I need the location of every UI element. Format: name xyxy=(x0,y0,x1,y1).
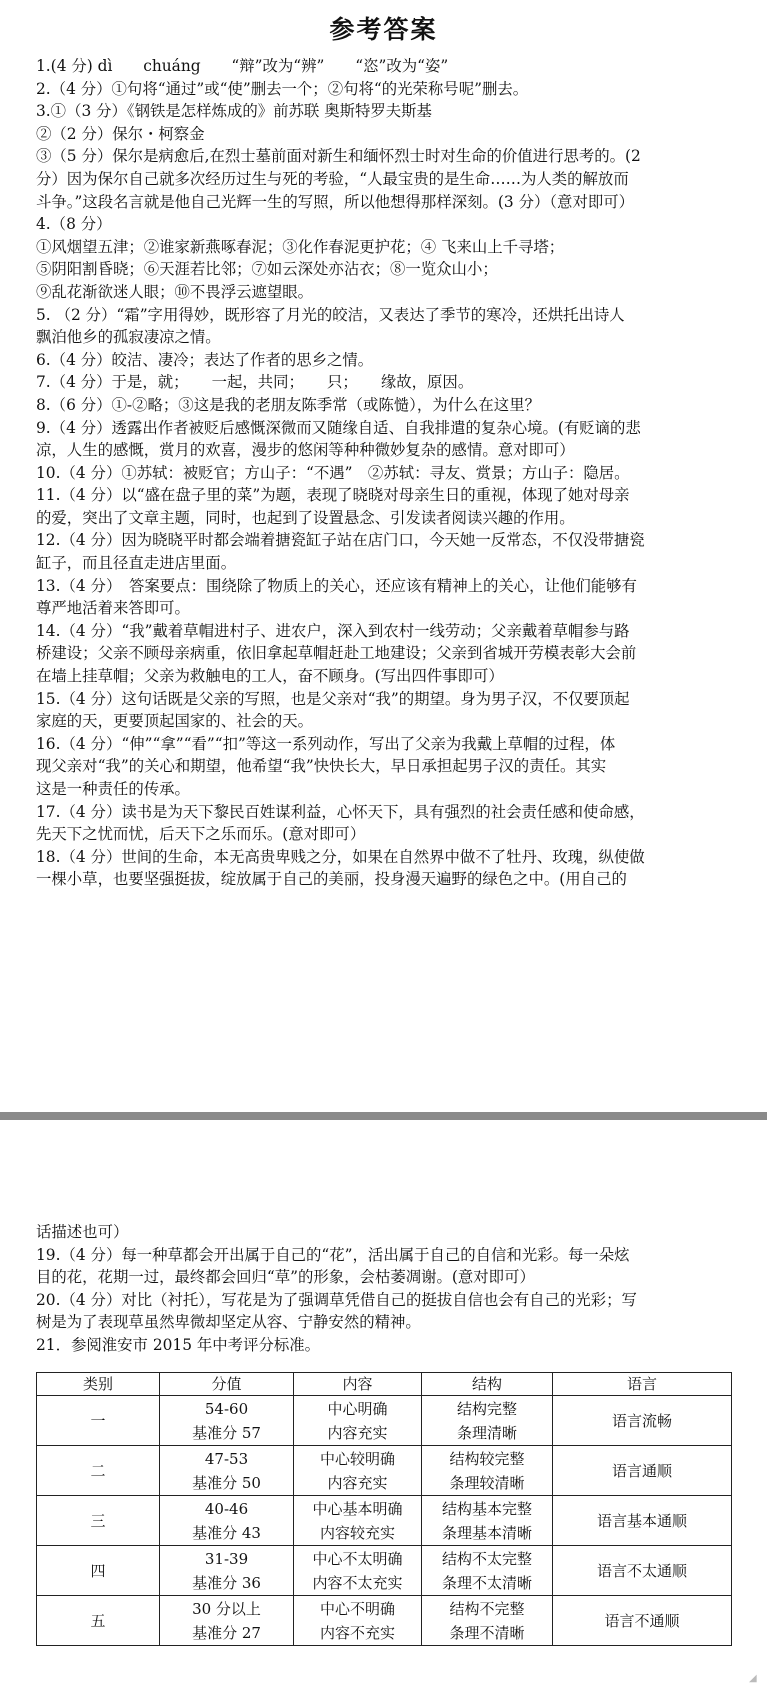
structure-line-1: 结构基本完整 xyxy=(441,1499,532,1518)
table-row xyxy=(37,1446,732,1496)
text-line: ③（5 分）保尔是病愈后,在烈士墓前面对新生和缅怀烈士时对生命的价值进行思考的。(2 xyxy=(36,147,641,166)
cell-language: 语言不太通顺 xyxy=(553,1546,732,1596)
content-line-1: 中心基本明确 xyxy=(312,1499,403,1518)
page-title: 参考答案 xyxy=(329,15,438,44)
cell-score xyxy=(160,1396,294,1446)
text-line: 6.（4 分）皎洁、凄冷；表达了作者的思乡之情。 xyxy=(36,350,374,369)
header-language: 语言 xyxy=(553,1373,732,1396)
table-row xyxy=(37,1596,732,1646)
text-line: ②（2 分）保尔・柯察金 xyxy=(36,124,205,143)
text-line: 现父亲对“我”的关心和期望，他希望“我”快快长大，早日承担起男子汉的责任。其实 xyxy=(36,757,607,776)
cell-content xyxy=(294,1496,422,1546)
text-line: 凉，人生的感慨，赏月的欢喜，漫步的悠闲等种种微妙复杂的感情。意对即可） xyxy=(36,441,575,460)
header-score: 分值 xyxy=(160,1373,294,1396)
cell-content xyxy=(294,1446,422,1496)
cell-score xyxy=(160,1496,294,1546)
page-separator xyxy=(0,1112,767,1120)
cell-score xyxy=(160,1596,294,1646)
cell-content xyxy=(294,1546,422,1596)
text-line: 先天下之忧而忧，后天下之乐而乐。(意对即可） xyxy=(36,825,366,844)
structure-line-2: 条理不清晰 xyxy=(449,1623,525,1642)
answer-text-page-2 xyxy=(36,1221,740,1357)
text-line: 14.（4 分）“我”戴着草帽进村子、进农户，深入到农村一线劳动；父亲戴着草帽参与路 xyxy=(36,621,630,640)
content-line-1: 中心明确 xyxy=(327,1399,388,1418)
content-line-2: 内容不太充实 xyxy=(312,1573,403,1592)
table-header-row xyxy=(37,1373,732,1396)
text-line: 16.（4 分）“伸”“拿”“看”“扣”等这一系列动作，写出了父亲为我戴上草帽的过程，体 xyxy=(36,734,616,753)
cell-category: 一 xyxy=(37,1396,160,1446)
text-line: 的爱，突出了文章主题，同时，也起到了设置悬念、引发读者阅读兴趣的作用。 xyxy=(36,508,575,527)
score-range: 30 分以上 xyxy=(192,1599,261,1618)
header-category: 类别 xyxy=(37,1373,160,1396)
structure-line-2: 条理不太清晰 xyxy=(441,1573,532,1592)
structure-line-1: 结构不太完整 xyxy=(441,1549,532,1568)
text-line: 10.（4 分）①苏轼：被贬官；方山子：“不遇” ②苏轼：寻友、赏景；方山子：隐居。 xyxy=(36,463,630,482)
text-line: 1.(4 分) dì chuáng “辩”改为“辨” “恣”改为“姿” xyxy=(36,57,449,75)
structure-line-2: 条理较清晰 xyxy=(449,1473,525,1492)
cell-structure xyxy=(422,1546,553,1596)
text-line: 4.（8 分） xyxy=(36,215,112,234)
text-line: 12.（4 分）因为晓晓平时都会端着搪瓷缸子站在店门口，今天她一反常态，不仅没带搪瓷 xyxy=(36,531,645,550)
text-line: 分）因为保尔自己就多次经历过生与死的考验，“人最宝贵的是生命……为人类的解放而 xyxy=(36,169,629,188)
text-line: 尊严地活着来答即可。 xyxy=(36,599,190,618)
text-line: 8.（6 分）①-②略；③这是我的老朋友陈季常（或陈慥），为什么在这里？ xyxy=(36,395,540,414)
table-row xyxy=(37,1546,732,1596)
table-row xyxy=(37,1396,732,1446)
text-line: 话描述也可） xyxy=(36,1223,129,1241)
text-line: 15.（4 分）这句话既是父亲的写照，也是父亲对“我”的期望。身为男子汉，不仅要顶起 xyxy=(36,689,630,708)
text-line: ①风烟望五津；②谁家新燕啄春泥；③化作春泥更护花；④ 飞来山上千寻塔； xyxy=(36,237,565,256)
base-score: 基准分 27 xyxy=(192,1623,261,1642)
cell-category: 五 xyxy=(37,1596,160,1646)
structure-line-2: 条理基本清晰 xyxy=(441,1523,532,1542)
text-line: 这是一种责任的传承。 xyxy=(36,780,190,798)
text-line: 3.①（3 分）《钢铁是怎样炼成的》前苏联 奥斯特罗夫斯基 xyxy=(36,102,432,121)
text-line: 17.（4 分）读书是为天下黎民百姓谋利益，心怀天下，具有强烈的社会责任感和使命感， xyxy=(36,802,645,821)
text-line: 20.（4 分）对比（衬托），写花是为了强调草凭借自己的挺拔自信也会有自己的光彩；写 xyxy=(36,1290,637,1309)
score-range: 40-46 xyxy=(204,1499,249,1518)
text-line: 5. （2 分）“霜”字用得妙，既形容了月光的皎洁，又表达了季节的寒冷，还烘托出诗人 xyxy=(36,305,625,324)
cell-language: 语言不通顺 xyxy=(553,1596,732,1646)
text-line: 13.（4 分） 答案要点：围绕除了物质上的关心，还应该有精神上的关心，让他们能够有 xyxy=(36,576,637,595)
header-structure: 结构 xyxy=(422,1373,553,1396)
cell-language: 语言基本通顺 xyxy=(553,1496,732,1546)
structure-line-1: 结构不完整 xyxy=(449,1599,525,1618)
cell-structure xyxy=(422,1446,553,1496)
content-line-2: 内容充实 xyxy=(327,1423,388,1442)
content-line-1: 中心不太明确 xyxy=(312,1549,403,1568)
cell-structure xyxy=(422,1596,553,1646)
content-line-2: 内容不充实 xyxy=(319,1623,395,1642)
text-line: 目的花，花期一过，最终都会回归“草”的形象，会枯萎凋谢。(意对即可） xyxy=(36,1268,535,1287)
grading-standard-table xyxy=(36,1372,732,1646)
structure-line-2: 条理清晰 xyxy=(456,1423,517,1442)
text-line: 树是为了表现草虽然卑微却坚定从容、宁静安然的精神。 xyxy=(36,1313,421,1332)
text-line: 18.（4 分）世间的生命，本无高贵卑贱之分，如果在自然界中做不了牡丹、玫瑰，纵使做 xyxy=(36,847,645,866)
cell-language: 语言流畅 xyxy=(553,1396,732,1446)
content-line-1: 中心不明确 xyxy=(319,1599,395,1618)
text-line: 7.（4 分）于是，就； 一起，共同； 只； 缘故，原因。 xyxy=(36,373,474,392)
cell-category: 三 xyxy=(37,1496,160,1546)
cell-content xyxy=(294,1396,422,1446)
content-line-2: 内容充实 xyxy=(327,1473,388,1492)
score-range: 54-60 xyxy=(204,1399,249,1418)
base-score: 基准分 36 xyxy=(192,1573,261,1592)
text-line: 斗争。”这段名言就是他自己光辉一生的写照，所以他想得那样深刻。(3 分）（意对即可） xyxy=(36,192,635,211)
answer-page-2 xyxy=(0,1124,767,1691)
cell-score xyxy=(160,1446,294,1496)
text-line: 11.（4 分）以“盛在盘子里的菜”为题，表现了晓晓对母亲生日的重视，体现了她对母亲 xyxy=(36,486,630,505)
score-range: 47-53 xyxy=(204,1449,249,1468)
text-line: 缸子，而且径直走进店里面。 xyxy=(36,554,237,573)
structure-line-1: 结构完整 xyxy=(456,1399,517,1418)
text-line: 飘泊他乡的孤寂凄凉之情。 xyxy=(36,328,221,347)
text-line: 2.（4 分）①句将“通过”或“使”删去一个；②句将“的光荣称号呢”删去。 xyxy=(36,79,529,98)
base-score: 基准分 50 xyxy=(192,1473,261,1492)
text-line: ⑨乱花渐欲迷人眼；⑩不畏浮云遮望眼。 xyxy=(36,282,314,301)
text-line: 在墙上挂草帽；父亲为救触电的工人，奋不顾身。(写出四件事即可） xyxy=(36,667,504,686)
cell-category: 四 xyxy=(37,1546,160,1596)
corner-watermark-icon: ◢ xyxy=(749,1673,757,1684)
text-line: 桥建设；父亲不顾母亲病重，依旧拿起草帽赶赴工地建设；父亲到省城开劳模表彰大会前 xyxy=(36,644,637,663)
cell-structure xyxy=(422,1396,553,1446)
text-line: 9.（4 分）透露出作者被贬后感慨深微而又随缘自适、自我排遣的复杂心境。(有贬谪的悲 xyxy=(36,418,641,437)
text-line: ⑤阴阳割昏晓；⑥天涯若比邻；⑦如云深处亦沾衣；⑧一览众山小； xyxy=(36,260,498,279)
base-score: 基准分 57 xyxy=(192,1423,261,1442)
text-line: 19.（4 分）每一种草都会开出属于自己的“花”，活出属于自己的自信和光彩。每一朵炫 xyxy=(36,1245,630,1264)
content-line-2: 内容较充实 xyxy=(319,1523,395,1542)
text-line: 21．参阅淮安市 2015 年中考评分标准。 xyxy=(36,1335,321,1354)
structure-line-1: 结构较完整 xyxy=(449,1449,525,1468)
score-range: 31-39 xyxy=(204,1549,249,1568)
text-line: 家庭的天，更要顶起国家的、社会的天。 xyxy=(36,712,314,731)
cell-structure xyxy=(422,1496,553,1546)
cell-content xyxy=(294,1596,422,1646)
answer-text-page-1 xyxy=(36,55,740,891)
text-line: 一棵小草，也要坚强挺拔，绽放属于自己的美丽，投身漫天遍野的绿色之中。(用自己的 xyxy=(36,870,627,889)
cell-language: 语言通顺 xyxy=(553,1446,732,1496)
base-score: 基准分 43 xyxy=(192,1523,261,1542)
table-row xyxy=(37,1496,732,1546)
header-content: 内容 xyxy=(294,1373,422,1396)
content-line-1: 中心较明确 xyxy=(319,1449,395,1468)
cell-category: 二 xyxy=(37,1446,160,1496)
cell-score xyxy=(160,1546,294,1596)
